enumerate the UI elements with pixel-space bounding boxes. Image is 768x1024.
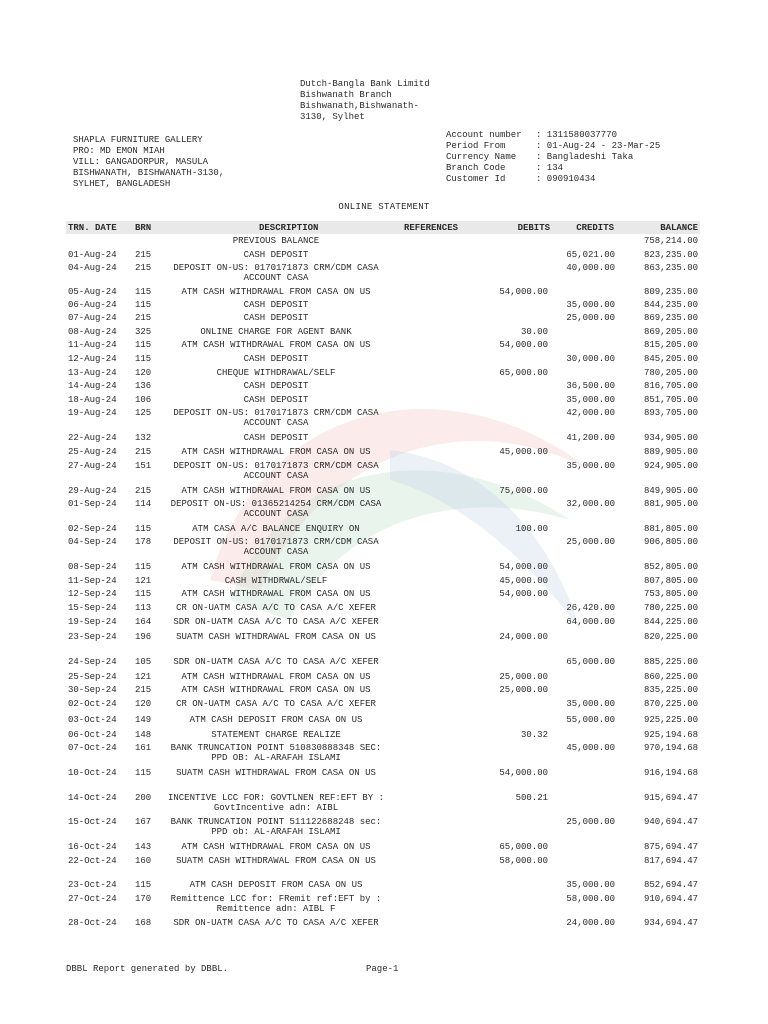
detail-value: : 090910434: [536, 174, 596, 184]
cell-balance: 780,225.00: [643, 603, 698, 613]
cell-credit: 24,000.00: [566, 918, 615, 928]
cell-balance: 844,235.00: [643, 300, 698, 310]
cell-brn: 105: [135, 657, 152, 667]
cell-balance: 869,205.00: [643, 327, 698, 337]
cell-description: DEPOSIT ON-US: 0170171873 CRM/CDM CASA ACCOUNT CASA: [173, 461, 379, 481]
cell-description: PREVIOUS BALANCE: [232, 236, 320, 246]
cell-balance: 851,705.00: [643, 395, 698, 405]
cell-credit: 64,000.00: [566, 617, 615, 627]
customer-address: [73, 135, 224, 190]
cell-debit: 45,000.00: [499, 576, 548, 586]
cell-brn: 178: [135, 537, 152, 547]
cell-credit: 32,000.00: [566, 499, 615, 509]
cell-brn: 114: [135, 499, 152, 509]
cell-date: 25-Aug-24: [68, 447, 117, 457]
page-number: Page-1: [366, 964, 399, 974]
account-details: [446, 130, 660, 185]
cell-description: DEPOSIT ON-US: 01365214254 CRM/CDM CASA ACCOUNT CASA: [170, 499, 382, 519]
table-header: [66, 221, 700, 234]
cell-date: 30-Sep-24: [68, 685, 117, 695]
cell-brn: 115: [135, 354, 152, 364]
account-number-row: [446, 130, 660, 141]
cell-date: 28-Oct-24: [68, 918, 117, 928]
col-header-brn: BRN: [135, 223, 152, 233]
cell-description: SDR ON-UATM CASA A/C TO CASA A/C XEFER: [173, 918, 379, 928]
cell-brn: 196: [135, 632, 152, 642]
cell-balance: 807,805.00: [643, 576, 698, 586]
cell-description: ATM CASH WITHDRAWAL FROM CASA ON US: [181, 672, 371, 682]
cell-credit: 35,000.00: [566, 699, 615, 709]
cell-balance: 809,235.00: [643, 287, 698, 297]
footer-generated-by: DBBL Report generated by DBBL.: [66, 964, 229, 974]
cell-brn: 136: [135, 381, 152, 391]
cell-balance: 849,905.00: [643, 486, 698, 496]
cell-balance: 940,694.47: [643, 817, 698, 827]
cell-description: ATM CASA A/C BALANCE ENQUIRY ON: [192, 524, 360, 534]
cell-date: 03-Oct-24: [68, 715, 117, 725]
customer-id-row: [446, 174, 660, 185]
cell-balance: 753,805.00: [643, 589, 698, 599]
cell-credit: 55,000.00: [566, 715, 615, 725]
cell-balance: 780,205.00: [643, 368, 698, 378]
cell-credit: 25,000.00: [566, 537, 615, 547]
cell-date: 08-Aug-24: [68, 327, 117, 337]
cell-credit: 30,000.00: [566, 354, 615, 364]
cell-date: 06-Oct-24: [68, 730, 117, 740]
cell-description: DEPOSIT ON-US: 0170171873 CRM/CDM CASA ACCOUNT CASA: [173, 537, 379, 557]
customer-address-line: PRO: MD EMON MIAH: [73, 146, 165, 156]
cell-date: 19-Sep-24: [68, 617, 117, 627]
branch-code-row: [446, 163, 660, 174]
cell-debit: 30.32: [520, 730, 548, 740]
cell-balance: 910,694.47: [643, 894, 698, 904]
cell-brn: 164: [135, 617, 152, 627]
cell-description: STATEMENT CHARGE REALIZE: [211, 730, 341, 740]
cell-brn: 215: [135, 486, 152, 496]
cell-balance: 869,235.00: [643, 313, 698, 323]
cell-description: ATM CASH WITHDRAWAL FROM CASA ON US: [181, 562, 371, 572]
cell-date: 14-Aug-24: [68, 381, 117, 391]
detail-value: : Bangladeshi Taka: [536, 152, 634, 162]
cell-date: 29-Aug-24: [68, 486, 117, 496]
cell-description: Remittence LCC for: FRemit ref:EFT by : Remittence adn: AIBL F: [170, 894, 382, 914]
bank-address: [300, 79, 430, 123]
cell-balance: 915,694.47: [643, 793, 698, 803]
cell-brn: 160: [135, 856, 152, 866]
cell-date: 11-Aug-24: [68, 340, 117, 350]
cell-description: ATM CASH DEPOSIT FROM CASA ON US: [189, 880, 363, 890]
cell-date: 24-Sep-24: [68, 657, 117, 667]
statement-title: ONLINE STATEMENT: [338, 202, 430, 212]
cell-balance: 816,705.00: [643, 381, 698, 391]
cell-description: ONLINE CHARGE FOR AGENT BANK: [200, 327, 352, 337]
detail-label: Customer Id: [446, 174, 506, 184]
cell-brn: 115: [135, 524, 152, 534]
cell-balance: 881,805.00: [643, 524, 698, 534]
cell-debit: 45,000.00: [499, 447, 548, 457]
customer-address-line: VILL: GANGADORPUR, MASULA: [73, 157, 209, 167]
col-header-balance: BALANCE: [660, 223, 698, 233]
period-row: [446, 141, 660, 152]
cell-credit: 65,000.00: [566, 657, 615, 667]
cell-credit: 45,000.00: [566, 743, 615, 753]
cell-date: 27-Aug-24: [68, 461, 117, 471]
col-header-references: REFERENCES: [404, 223, 459, 233]
cell-credit: 40,000.00: [566, 263, 615, 273]
cell-description: ATM CASH WITHDRAWAL FROM CASA ON US: [181, 447, 371, 457]
cell-brn: 106: [135, 395, 152, 405]
cell-brn: 325: [135, 327, 152, 337]
detail-value: : 1311580037770: [536, 130, 618, 140]
cell-description: SDR ON-UATM CASA A/C TO CASA A/C XEFER: [173, 657, 379, 667]
cell-brn: 115: [135, 768, 152, 778]
cell-description: CASH DEPOSIT: [243, 313, 309, 323]
cell-credit: 25,000.00: [566, 313, 615, 323]
customer-address-line: SYLHET, BANGLADESH: [73, 179, 171, 189]
cell-date: 22-Oct-24: [68, 856, 117, 866]
cell-balance: 889,905.00: [643, 447, 698, 457]
cell-date: 15-Oct-24: [68, 817, 117, 827]
cell-description: ATM CASH WITHDRAWAL FROM CASA ON US: [181, 589, 371, 599]
cell-debit: 54,000.00: [499, 562, 548, 572]
detail-label: Currency Name: [446, 152, 517, 162]
cell-brn: 113: [135, 603, 152, 613]
cell-credit: 25,000.00: [566, 817, 615, 827]
cell-description: BANK TRUNCATION POINT 510830888348 SEC: PPD OB: AL-ARAFAH ISLAMI: [170, 743, 382, 763]
cell-balance: 815,205.00: [643, 340, 698, 350]
cell-date: 06-Aug-24: [68, 300, 117, 310]
cell-credit: 26,420.00: [566, 603, 615, 613]
cell-balance: 885,225.00: [643, 657, 698, 667]
cell-date: 10-Oct-24: [68, 768, 117, 778]
cell-balance: 934,694.47: [643, 918, 698, 928]
cell-brn: 120: [135, 699, 152, 709]
cell-debit: 54,000.00: [499, 589, 548, 599]
customer-address-line: BISHWANATH, BISHWANATH-3130,: [73, 168, 225, 178]
cell-balance: 817,694.47: [643, 856, 698, 866]
cell-description: BANK TRUNCATION POINT 511122688248 sec: PPD ob: AL-ARAFAH ISLAMI: [170, 817, 382, 837]
cell-description: CASH DEPOSIT: [243, 395, 309, 405]
cell-brn: 115: [135, 589, 152, 599]
cell-brn: 149: [135, 715, 152, 725]
cell-brn: 151: [135, 461, 152, 471]
cell-description: SUATM CASH WITHDRAWAL FROM CASA ON US: [176, 768, 376, 778]
cell-balance: 845,205.00: [643, 354, 698, 364]
cell-brn: 115: [135, 300, 152, 310]
cell-date: 19-Aug-24: [68, 408, 117, 418]
cell-description: INCENTIVE LCC FOR: GOVTLNEN REF:EFT BY : GovtIncentive adn: AIBL: [167, 793, 385, 813]
detail-value: : 134: [536, 163, 564, 173]
cell-description: CASH DEPOSIT: [243, 354, 309, 364]
customer-address-line: SHAPLA FURNITURE GALLERY: [73, 135, 203, 145]
cell-credit: 35,000.00: [566, 880, 615, 890]
detail-label: Period From: [446, 141, 506, 151]
cell-balance: 934,905.00: [643, 433, 698, 443]
cell-brn: 143: [135, 842, 152, 852]
cell-description: CASH DEPOSIT: [243, 250, 309, 260]
cell-description: SDR ON-UATM CASA A/C TO CASA A/C XEFER: [173, 617, 379, 627]
cell-brn: 215: [135, 313, 152, 323]
cell-date: 16-Oct-24: [68, 842, 117, 852]
cell-brn: 115: [135, 287, 152, 297]
cell-date: 27-Oct-24: [68, 894, 117, 904]
col-header-debits: DEBITS: [517, 223, 550, 233]
cell-description: SUATM CASH WITHDRAWAL FROM CASA ON US: [176, 632, 376, 642]
col-header-credits: CREDITS: [576, 223, 614, 233]
cell-brn: 170: [135, 894, 152, 904]
cell-brn: 215: [135, 250, 152, 260]
detail-label: Account number: [446, 130, 522, 140]
cell-balance: 970,194.68: [643, 743, 698, 753]
cell-balance: 870,225.00: [643, 699, 698, 709]
cell-description: CR ON-UATM CASA A/C TO CASA A/C XEFER: [176, 699, 376, 709]
bank-address-line: Dutch-Bangla Bank Limitd: [300, 79, 430, 89]
bank-address-line: Bishwanath,Bishwanath-: [300, 101, 419, 111]
cell-credit: 65,021.00: [566, 250, 615, 260]
cell-date: 04-Sep-24: [68, 537, 117, 547]
cell-balance: 881,905.00: [643, 499, 698, 509]
cell-description: ATM CASH DEPOSIT FROM CASA ON US: [189, 715, 363, 725]
cell-brn: 215: [135, 685, 152, 695]
cell-credit: 58,000.00: [566, 894, 615, 904]
detail-value: : 01-Aug-24 - 23-Mar-25: [536, 141, 661, 151]
cell-balance: 835,225.00: [643, 685, 698, 695]
cell-brn: 121: [135, 672, 152, 682]
cell-balance: 852,694.47: [643, 880, 698, 890]
cell-date: 01-Sep-24: [68, 499, 117, 509]
cell-balance: 863,235.00: [643, 263, 698, 273]
cell-debit: 25,000.00: [499, 672, 548, 682]
cell-date: 04-Aug-24: [68, 263, 117, 273]
bank-address-line: 3130, Sylhet: [300, 112, 365, 122]
cell-brn: 148: [135, 730, 152, 740]
cell-brn: 200: [135, 793, 152, 803]
cell-date: 23-Oct-24: [68, 880, 117, 890]
cell-balance: 916,194.68: [643, 768, 698, 778]
cell-debit: 30.00: [520, 327, 548, 337]
cell-brn: 120: [135, 368, 152, 378]
cell-brn: 125: [135, 408, 152, 418]
cell-credit: 42,000.00: [566, 408, 615, 418]
cell-brn: 115: [135, 340, 152, 350]
cell-date: 23-Sep-24: [68, 632, 117, 642]
cell-date: 11-Sep-24: [68, 576, 117, 586]
currency-row: [446, 152, 660, 163]
cell-debit: 54,000.00: [499, 340, 548, 350]
cell-description: DEPOSIT ON-US: 0170171873 CRM/CDM CASA ACCOUNT CASA: [173, 408, 379, 428]
cell-balance: 820,225.00: [643, 632, 698, 642]
cell-credit: 35,000.00: [566, 461, 615, 471]
cell-brn: 215: [135, 263, 152, 273]
cell-description: ATM CASH WITHDRAWAL FROM CASA ON US: [181, 486, 371, 496]
cell-credit: 35,000.00: [566, 395, 615, 405]
cell-credit: 36,500.00: [566, 381, 615, 391]
cell-brn: 132: [135, 433, 152, 443]
cell-balance: 875,694.47: [643, 842, 698, 852]
cell-description: CASH DEPOSIT: [243, 300, 309, 310]
cell-debit: 54,000.00: [499, 768, 548, 778]
cell-debit: 54,000.00: [499, 287, 548, 297]
cell-brn: 168: [135, 918, 152, 928]
cell-balance: 844,225.00: [643, 617, 698, 627]
cell-brn: 167: [135, 817, 152, 827]
cell-balance: 823,235.00: [643, 250, 698, 260]
cell-debit: 500.21: [515, 793, 548, 803]
cell-date: 12-Sep-24: [68, 589, 117, 599]
cell-description: SUATM CASH WITHDRAWAL FROM CASA ON US: [176, 856, 376, 866]
cell-description: ATM CASH WITHDRAWAL FROM CASA ON US: [181, 287, 371, 297]
cell-debit: 75,000.00: [499, 486, 548, 496]
cell-date: 22-Aug-24: [68, 433, 117, 443]
cell-description: CASH DEPOSIT: [243, 381, 309, 391]
cell-date: 25-Sep-24: [68, 672, 117, 682]
cell-balance: 893,705.00: [643, 408, 698, 418]
bank-address-line: Bishwanath Branch: [300, 90, 392, 100]
cell-date: 02-Oct-24: [68, 699, 117, 709]
cell-brn: 115: [135, 880, 152, 890]
cell-date: 08-Sep-24: [68, 562, 117, 572]
cell-balance: 925,194.68: [643, 730, 698, 740]
cell-brn: 161: [135, 743, 152, 753]
cell-description: CHEQUE WITHDRAWAL/SELF: [216, 368, 336, 378]
cell-date: 01-Aug-24: [68, 250, 117, 260]
col-header-date: TRN. DATE: [68, 223, 117, 233]
cell-date: 15-Sep-24: [68, 603, 117, 613]
cell-description: ATM CASH WITHDRAWAL FROM CASA ON US: [181, 340, 371, 350]
cell-balance: 924,905.00: [643, 461, 698, 471]
cell-description: DEPOSIT ON-US: 0170171873 CRM/CDM CASA ACCOUNT CASA: [173, 263, 379, 283]
detail-label: Branch Code: [446, 163, 506, 173]
cell-debit: 100.00: [515, 524, 548, 534]
cell-date: 14-Oct-24: [68, 793, 117, 803]
cell-description: ATM CASH WITHDRAWAL FROM CASA ON US: [181, 842, 371, 852]
cell-debit: 24,000.00: [499, 632, 548, 642]
cell-date: 13-Aug-24: [68, 368, 117, 378]
cell-balance: 925,225.00: [643, 715, 698, 725]
cell-date: 07-Oct-24: [68, 743, 117, 753]
cell-date: 05-Aug-24: [68, 287, 117, 297]
col-header-description: DESCRIPTION: [259, 223, 319, 233]
cell-brn: 215: [135, 447, 152, 457]
cell-date: 07-Aug-24: [68, 313, 117, 323]
cell-date: 12-Aug-24: [68, 354, 117, 364]
cell-debit: 25,000.00: [499, 685, 548, 695]
cell-debit: 65,000.00: [499, 368, 548, 378]
cell-balance: 860,225.00: [643, 672, 698, 682]
cell-description: CASH WITHDRWAL/SELF: [224, 576, 328, 586]
cell-description: ATM CASH WITHDRAWAL FROM CASA ON US: [181, 685, 371, 695]
cell-description: CR ON-UATM CASA A/C TO CASA A/C XEFER: [176, 603, 376, 613]
cell-balance: 906,805.00: [643, 537, 698, 547]
cell-date: 02-Sep-24: [68, 524, 117, 534]
cell-balance: 758,214.00: [643, 236, 698, 246]
cell-brn: 115: [135, 562, 152, 572]
cell-debit: 65,000.00: [499, 842, 548, 852]
cell-brn: 121: [135, 576, 152, 586]
cell-balance: 852,805.00: [643, 562, 698, 572]
cell-credit: 35,000.00: [566, 300, 615, 310]
cell-debit: 58,000.00: [499, 856, 548, 866]
cell-description: CASH DEPOSIT: [243, 433, 309, 443]
cell-date: 18-Aug-24: [68, 395, 117, 405]
cell-credit: 41,200.00: [566, 433, 615, 443]
